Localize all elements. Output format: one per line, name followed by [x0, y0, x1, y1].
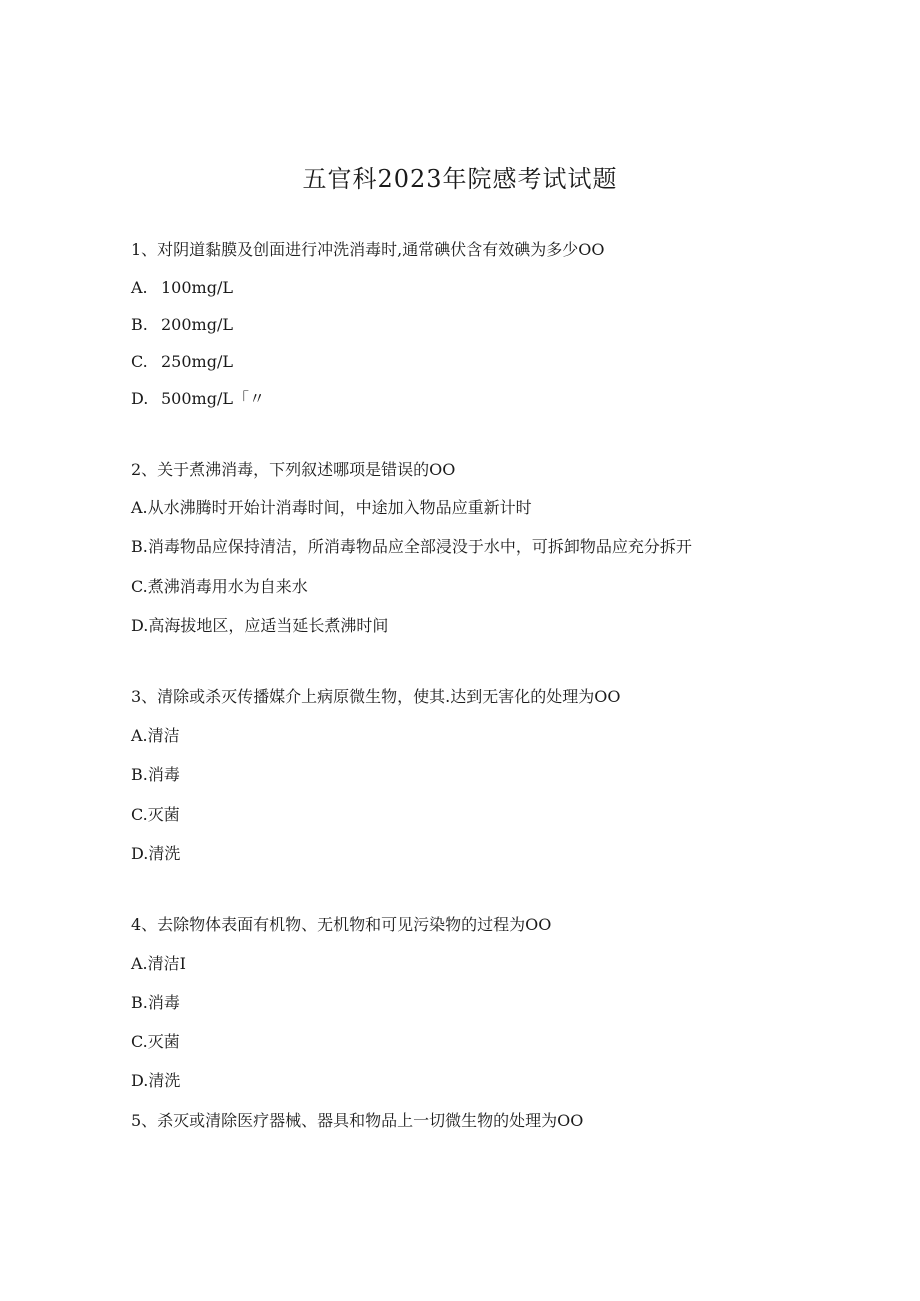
option-letter: D.: [131, 389, 149, 408]
option-text: 200mg∕L: [161, 315, 233, 334]
option-text: 500mg∕L「〃: [161, 389, 265, 408]
question-2-option-d: D.高海拔地区，应适当延长煮沸时间: [131, 616, 389, 635]
question-3-option-b: B.消毒: [131, 765, 180, 784]
question-2-option-b: B.消毒物品应保持清洁，所消毒物品应全部浸没于水中，可拆卸物品应充分拆开: [131, 537, 692, 556]
question-3-stem: 3、清除或杀灭传播媒介上病原微生物，使其.达到无害化的处理为OO: [131, 687, 621, 706]
option-letter: C.: [131, 352, 148, 371]
question-4-option-d: D.清洗: [131, 1071, 181, 1090]
option-text: 100mg∕L: [161, 278, 233, 297]
question-5-stem: 5、杀灭或清除医疗器械、器具和物品上一切微生物的处理为OO: [131, 1111, 584, 1130]
question-4-option-c: C.灭菌: [131, 1032, 180, 1051]
question-3-option-c: C.灭菌: [131, 805, 180, 824]
option-text: 250mg∕L: [161, 352, 233, 371]
question-1-stem: 1、对阴道黏膜及创面进行冲洗消毒时,通常碘伏含有效碘为多少OO: [131, 240, 605, 259]
question-1-option-d: [131, 388, 265, 410]
question-3-option-d: D.清洗: [131, 844, 181, 863]
question-1-option-a: [131, 277, 233, 299]
question-4-option-a: A.清洁I: [131, 954, 186, 973]
option-letter: B.: [131, 315, 148, 334]
question-4-option-b: B.消毒: [131, 993, 180, 1012]
question-4-stem: 4、去除物体表面有机物、无机物和可见污染物的过程为OO: [131, 915, 552, 934]
option-letter: A.: [131, 278, 148, 297]
question-1-option-c: [131, 351, 233, 373]
question-2-option-a: A.从水沸腾时开始计消毒时间，中途加入物品应重新计时: [131, 498, 532, 517]
question-1-option-b: [131, 314, 233, 336]
question-2-option-c: C.煮沸消毒用水为自来水: [131, 577, 308, 596]
question-3-option-a: A.清洁: [131, 726, 180, 745]
question-2-stem: 2、关于煮沸消毒，下列叙述哪项是错误的OO: [131, 460, 456, 479]
document-title: 五官科2023年院感考试试题: [302, 165, 618, 193]
